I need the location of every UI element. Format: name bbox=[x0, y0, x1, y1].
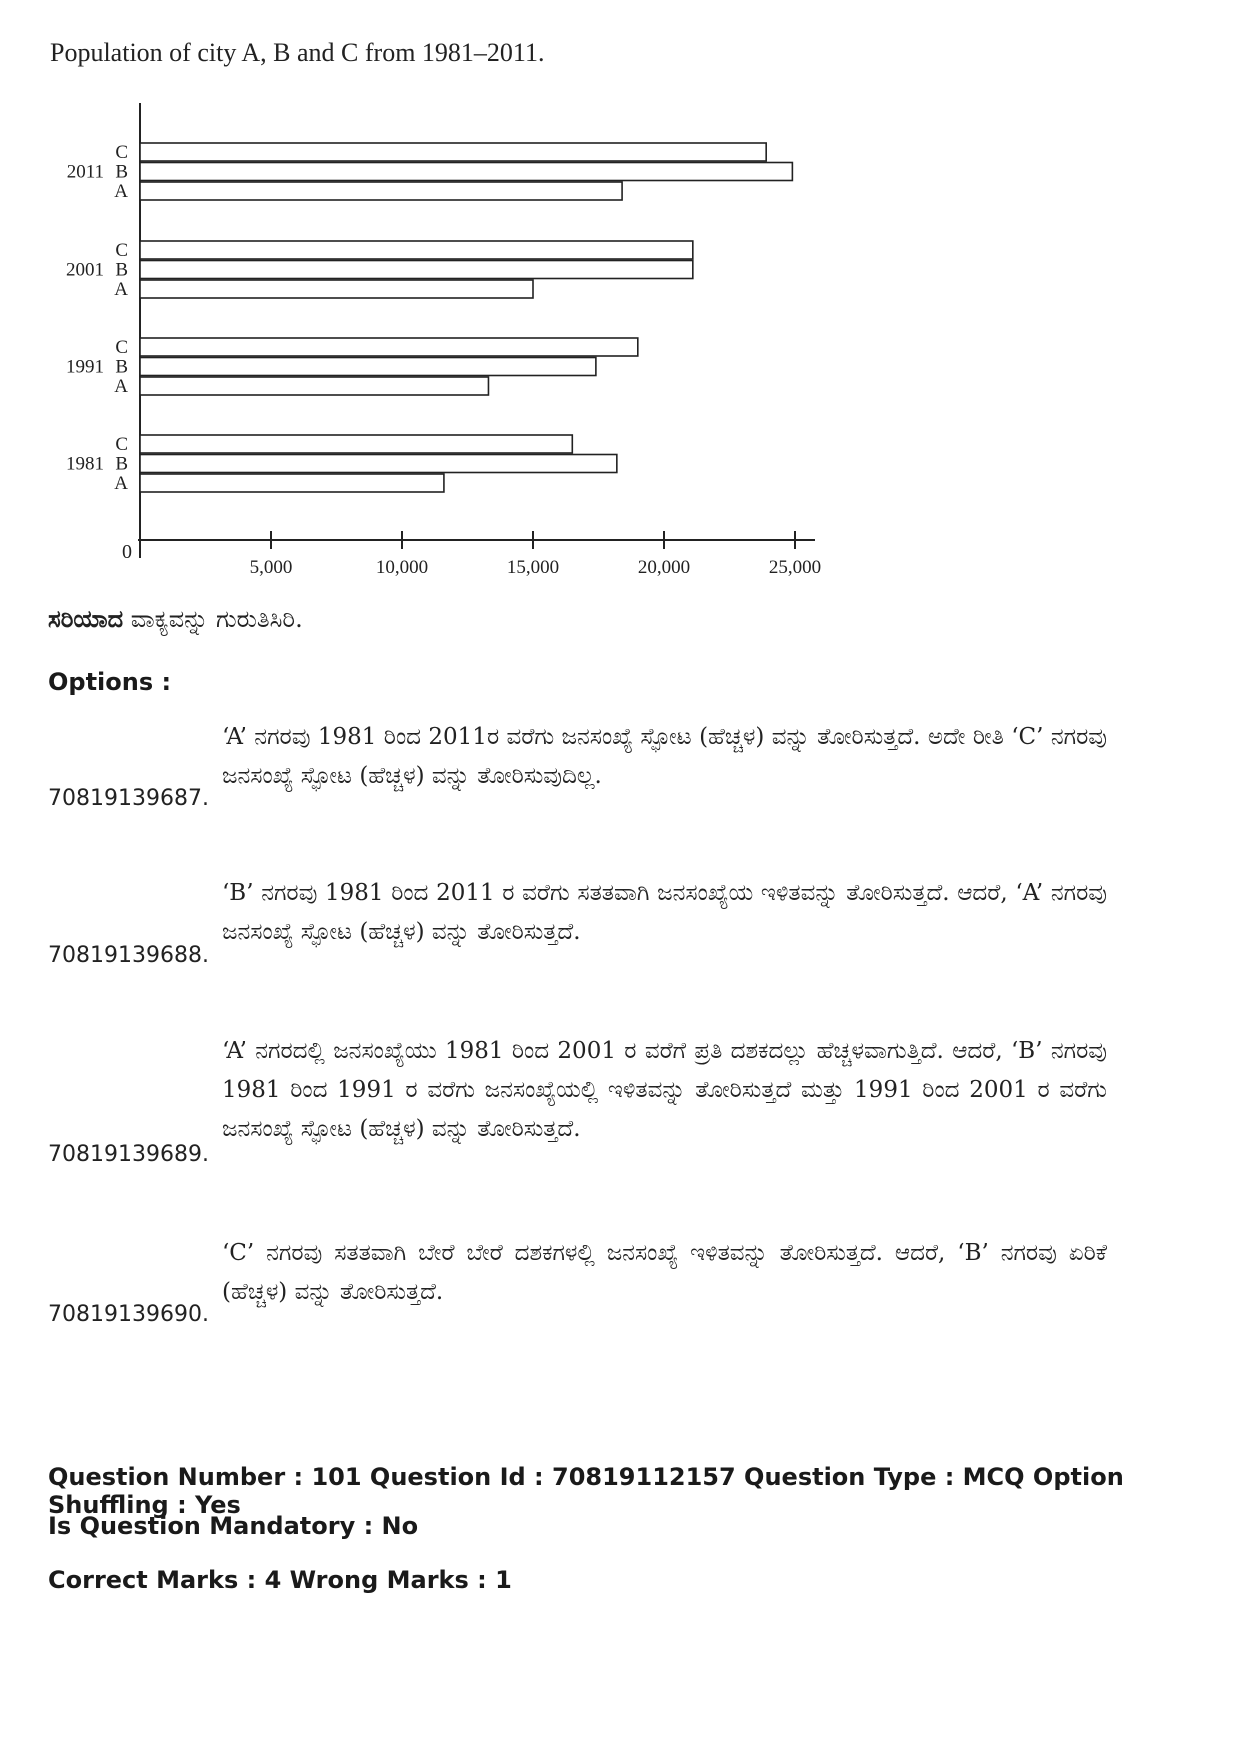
instruction-bold: ಸರಿಯಾದ bbox=[48, 604, 124, 633]
series-label-1981-B: B bbox=[115, 453, 128, 475]
series-label-2011-C: C bbox=[115, 142, 128, 163]
option-3-text: ‘A’ ನಗರದಲ್ಲಿ ಜನಸಂಖ್ಯೆಯು 1981 ರಿಂದ 2001 ರ ವರೆಗೆ ಪ್ರತಿ ದಶಕದಲ್ಲು ಹೆಚ್ಚಳವಾಗುತ್ತಿದೆ. ಆದರೆ, ‘B’ ನಗರವು 1981 ರಿಂದ 1991 ರ ವರೆಗು ಜನಸಂಖ್ಯೆಯಲ್ಲಿ ಇಳಿತವನ್ನು ತೋರಿಸುತ್ತದೆ ಮತ್ತು 1991 ರಿಂದ 2001 ರ ವರೆಗು ಜನಸಂಖ್ಯೆ ಸ್ಫೋಟ (ಹೆಚ್ಚಳ) ವನ್ನು ತೋರಿಸುತ್ತದೆ. bbox=[222, 1038, 1107, 1142]
question-mandatory: Is Question Mandatory : No bbox=[48, 1512, 419, 1540]
x-tick-label: 10,000 bbox=[375, 557, 429, 578]
option-2-id: 70819139688. bbox=[48, 943, 209, 968]
x-tick-label: 15,000 bbox=[506, 557, 560, 578]
series-label-1991-A: A bbox=[114, 376, 128, 397]
series-label-2001-A: A bbox=[114, 279, 128, 300]
x-tick-label: 5,000 bbox=[249, 557, 293, 578]
series-label-1991-C: C bbox=[115, 337, 128, 358]
option-3-id: 70819139689. bbox=[48, 1142, 209, 1167]
population-bar-chart bbox=[40, 95, 840, 585]
bar-1991-city-B bbox=[140, 358, 596, 376]
series-label-1981-C: C bbox=[115, 434, 128, 455]
bar-2011-city-C bbox=[140, 143, 766, 161]
series-label-2001-B: B bbox=[115, 259, 128, 281]
series-label-1991-B: B bbox=[115, 356, 128, 378]
bar-1981-city-A bbox=[140, 474, 444, 492]
x-origin-label: 0 bbox=[122, 541, 132, 563]
year-label-1981: 1981 bbox=[66, 453, 104, 475]
bar-1991-city-C bbox=[140, 338, 638, 356]
x-tick-label: 20,000 bbox=[637, 557, 691, 578]
bar-2011-city-B bbox=[140, 163, 792, 181]
year-label-2011: 2011 bbox=[66, 161, 104, 183]
instruction-text bbox=[48, 604, 303, 633]
year-label-1991: 1991 bbox=[66, 356, 104, 378]
option-4-id: 70819139690. bbox=[48, 1302, 209, 1327]
option-1-id: 70819139687. bbox=[48, 786, 209, 811]
year-label-2001: 2001 bbox=[66, 259, 104, 281]
option-1-text: ‘A’ ನಗರವು 1981 ರಿಂದ 2011ರ ವರೆಗು ಜನಸಂಖ್ಯೆ ಸ್ಫೋಟ (ಹೆಚ್ಚಳ) ವನ್ನು ತೋರಿಸುತ್ತದೆ. ಅದೇ ರೀತಿ ‘C’ ನಗರವು ಜನಸಂಖ್ಯೆ ಸ್ಫೋಟ (ಹೆಚ್ಚಳ) ವನ್ನು ತೋರಿಸುವುದಿಲ್ಲ. bbox=[222, 724, 1107, 789]
bar-2011-city-A bbox=[140, 182, 622, 200]
options-label: Options : bbox=[48, 668, 172, 696]
bar-2001-city-B bbox=[140, 261, 693, 279]
bar-2001-city-C bbox=[140, 241, 693, 259]
question-meta-line1: Question Number : 101 Question Id : 70819112157 Question Type : MCQ Option Shuffling : Yes bbox=[48, 1463, 1124, 1519]
series-label-2011-B: B bbox=[115, 161, 128, 183]
marks-info: Correct Marks : 4 Wrong Marks : 1 bbox=[48, 1566, 512, 1594]
bar-1981-city-C bbox=[140, 435, 572, 453]
option-2-text: ‘B’ ನಗರವು 1981 ರಿಂದ 2011 ರ ವರೆಗು ಸತತವಾಗಿ ಜನಸಂಖ್ಯೆಯ ಇಳಿತವನ್ನು ತೋರಿಸುತ್ತದೆ. ಆದರೆ, ‘A’ ನಗರವು ಜನಸಂಖ್ಯೆ ಸ್ಫೋಟ (ಹೆಚ್ಚಳ) ವನ್ನು ತೋರಿಸುತ್ತದೆ. bbox=[222, 880, 1107, 945]
series-label-2001-C: C bbox=[115, 240, 128, 261]
bar-1991-city-A bbox=[140, 377, 488, 395]
bar-2001-city-A bbox=[140, 280, 533, 298]
instruction-rest: ವಾಕ್ಯವನ್ನು ಗುರುತಿಸಿರಿ. bbox=[123, 605, 303, 633]
x-tick-label: 25,000 bbox=[768, 557, 822, 578]
bar-1981-city-B bbox=[140, 455, 617, 473]
series-label-1981-A: A bbox=[114, 473, 128, 494]
series-label-2011-A: A bbox=[114, 181, 128, 202]
option-4-text: ‘C’ ನಗರವು ಸತತವಾಗಿ ಬೇರೆ ಬೇರೆ ದಶಕಗಳಲ್ಲಿ ಜನಸಂಖ್ಯೆ ಇಳಿತವನ್ನು ತೋರಿಸುತ್ತದೆ. ಆದರೆ, ‘B’ ನಗರವು ಏರಿಕೆ (ಹೆಚ್ಚಳ) ವನ್ನು ತೋರಿಸುತ್ತದೆ. bbox=[222, 1240, 1107, 1305]
chart-title: Population of city A, B and C from 1981–2011. bbox=[50, 38, 545, 67]
